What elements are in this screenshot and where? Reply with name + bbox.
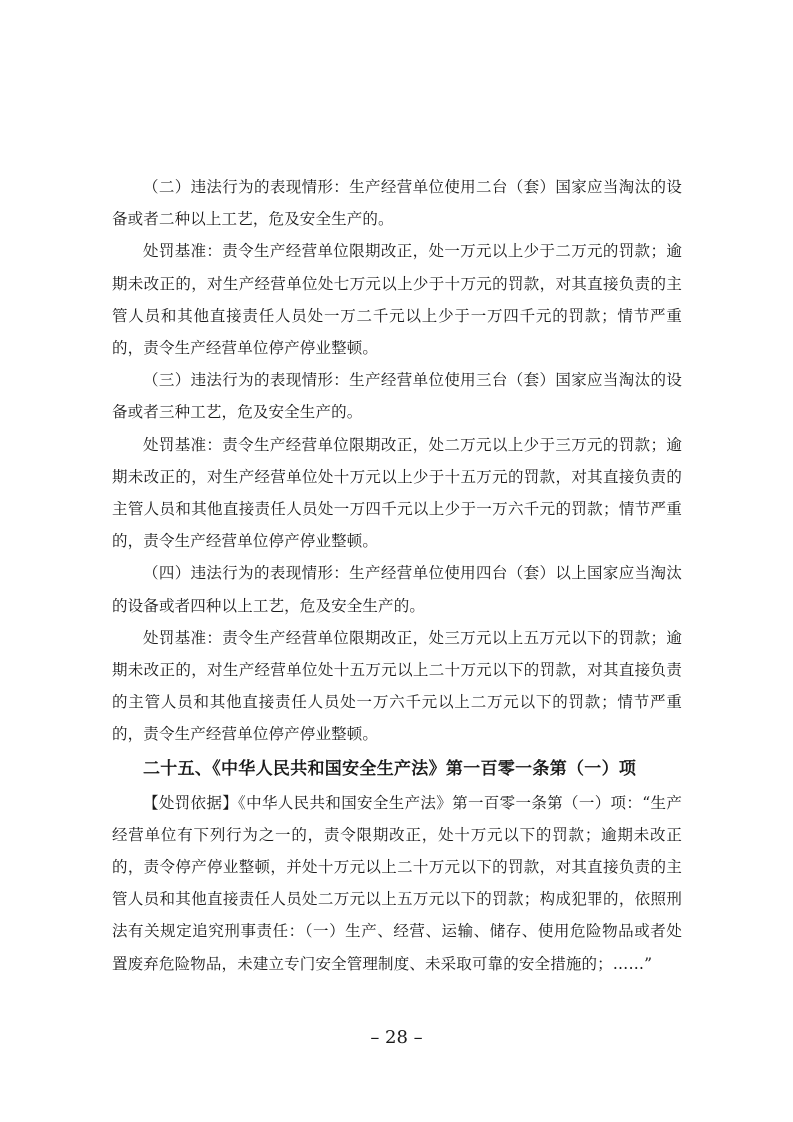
violation-case-two: （二）违法行为的表现情形：生产经营单位使用二台（套）国家应当淘汰的设备或者二种以上工艺，危及安全生产的。 bbox=[112, 178, 682, 229]
page-number: – 28 – bbox=[370, 1027, 423, 1048]
penalty-standard-two: 处罚基准：责令生产经营单位限期改正，处一万元以上少于二万元的罚款；逾期未改正的，对生产经营单位处七万元以上少于十万元的罚款，对其直接负责的主管人员和其他直接责任人员处一万二千元以上少于一万四千元的罚款；情节严重的，责令生产经营单位停产停业整顿。 bbox=[112, 242, 682, 358]
penalty-basis: 【处罚依据】《中华人民共和国安全生产法》第一百零一条第（一）项：“生产经营单位有下列行为之一的，责令限期改正，处十万元以下的罚款；逾期未改正的，责令停产停业整顿，并处十万元以上二十万元以下的罚款，对其直接负责的主管人员和其他直接责任人员处二万元以上五万元以下的罚款；构成犯罪的，依照刑法有关规定追究刑事责任：（一）生产、经营、运输、储存、使用危险物品或者处置废弃危险物品，未建立专门安全管理制度、未采取可靠的安全措施的；……” bbox=[112, 793, 682, 973]
violation-case-three: （三）违法行为的表现情形：生产经营单位使用三台（套）国家应当淘汰的设备或者三种工艺，危及安全生产的。 bbox=[112, 371, 682, 422]
section-heading: 二十五、《中华人民共和国安全生产法》第一百零一条第（一）项 bbox=[143, 758, 637, 779]
penalty-standard-three: 处罚基准：责令生产经营单位限期改正，处二万元以上少于三万元的罚款；逾期未改正的，对生产经营单位处十万元以上少于十五万元的罚款，对其直接负责的主管人员和其他直接责任人员处一万四千元以上少于一万六千元的罚款；情节严重的，责令生产经营单位停产停业整顿。 bbox=[112, 435, 682, 551]
page-content bbox=[112, 171, 682, 980]
penalty-standard-four: 处罚基准：责令生产经营单位限期改正，处三万元以上五万元以下的罚款；逾期未改正的，对生产经营单位处十五万元以上二十万元以下的罚款，对其直接负责的主管人员和其他直接责任人员处一万六千元以上二万元以下的罚款；情节严重的，责令生产经营单位停产停业整顿。 bbox=[112, 628, 682, 744]
violation-case-four: （四）违法行为的表现情形：生产经营单位使用四台（套）以上国家应当淘汰的设备或者四种以上工艺，危及安全生产的。 bbox=[112, 564, 682, 615]
